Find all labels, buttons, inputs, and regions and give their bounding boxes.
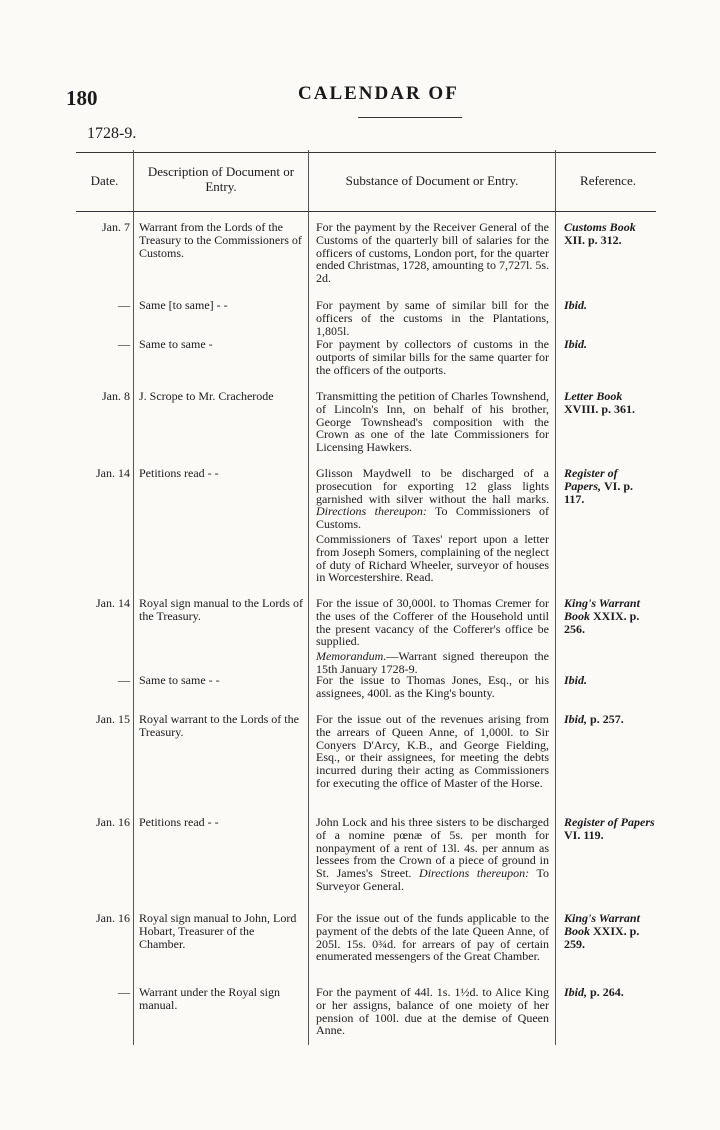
entry-substance xyxy=(316,816,549,893)
entry-date: — xyxy=(118,985,130,999)
entry-date: Jan. 16 xyxy=(96,815,130,829)
reference-title: Register of Papers xyxy=(564,815,655,829)
reference-title: Ibid. xyxy=(564,298,588,312)
memorandum-label: Memorandum. xyxy=(316,649,387,664)
header-substance: Substance of Document or Entry. xyxy=(345,173,519,188)
table-header-rule xyxy=(76,211,656,212)
memorandum-text: —Warrant signed thereupon the 15th January 1728-9. xyxy=(316,649,549,676)
reference-title: King's Warrant Book xyxy=(564,596,640,623)
entry-description: Same to same - - xyxy=(139,673,220,687)
substance-text: John Lock and his three sisters to be discharged of a nomine pœnæ of 5s. per month for nonpayment of a rent of 13l. 4s. per annum as lessees from the Crown of a piece of ground in St. James's Street. xyxy=(316,815,549,881)
reference-title: Ibid, xyxy=(564,712,588,726)
substance-tail: To Commissioners of Customs. xyxy=(316,504,549,532)
entry-reference xyxy=(564,674,655,687)
entry-description: Same [to same] - - xyxy=(139,298,228,312)
reference-page: p. 257. xyxy=(590,712,624,726)
entry-reference xyxy=(564,986,655,999)
reference-page: VI. p. 117. xyxy=(564,478,634,506)
entry-substance: For payment by same of similar bill for the officers of the customs in the Plantations, 1,805l. xyxy=(316,298,549,338)
entry-substance: For the issue out of the funds applicable to the payment of the debts of the late Queen Anne, of 205l. 15s. 0¾d. for arrears of pay of certain enumerated messengers of the Great Chamber. xyxy=(316,911,549,964)
entry-reference xyxy=(564,467,655,505)
substance-second-item: Commissioners of Taxes' report upon a letter from Joseph Somers, complaining of the neglect of duty of Richard Wheeler, surveyor of houses in Worcestershire. Read. xyxy=(316,531,549,585)
reference-page: XVIII. p. 361. xyxy=(564,401,636,416)
column-divider xyxy=(555,150,556,1045)
entry-reference xyxy=(564,338,655,351)
substance-text: For the issue of 30,000l. to Thomas Cremer for the uses of the Cofferer of the Household until the present vacancy of the Cofferer's office be supplied. xyxy=(316,596,549,649)
reference-title: Ibid. xyxy=(564,337,588,351)
entry-date: Jan. 7 xyxy=(102,220,130,234)
entry-date: Jan. 14 xyxy=(96,466,130,480)
year-label: 1728-9. xyxy=(87,125,137,142)
running-head: CALENDAR OF xyxy=(298,83,459,104)
page-number: 180 xyxy=(66,86,98,110)
entry-date: — xyxy=(118,337,130,351)
entry-reference xyxy=(564,390,655,416)
reference-title: Ibid, xyxy=(564,985,588,999)
entry-substance xyxy=(316,597,549,676)
entry-reference xyxy=(564,597,655,635)
substance-directions: Directions thereupon: xyxy=(316,504,427,519)
entry-date: Jan. 14 xyxy=(96,596,130,610)
reference-page: VI. 119. xyxy=(564,827,604,842)
reference-page: XXIX. p. 259. xyxy=(564,923,640,951)
entry-description: Same to same - xyxy=(139,337,213,351)
entry-description: Warrant from the Lords of the Treasury to the Commissioners of Customs. xyxy=(139,220,302,260)
entry-date: — xyxy=(118,673,130,687)
entry-date: Jan. 8 xyxy=(102,389,130,403)
substance-text: Glisson Maydwell to be discharged of a prosecution for exporting 12 glass lights garnished with silver without the hall marks. xyxy=(316,466,549,506)
entry-substance: For payment by collectors of customs in the outports of similar bills for the same quarter for the officers of the outports. xyxy=(316,337,549,377)
header-description: Description of Document or Entry. xyxy=(147,164,295,194)
header-date: Date. xyxy=(90,173,119,188)
substance-directions: Directions thereupon: xyxy=(419,866,530,881)
entry-substance: Transmitting the petition of Charles Townshend, of Lincoln's Inn, on behalf of his brother, George Townshead's composition with the Crown as one of the late Commissioners for Licensing Hawkers. xyxy=(316,389,549,455)
entry-reference xyxy=(564,912,655,950)
entry-substance: For the issue to Thomas Jones, Esq., or his assignees, 400l. as the King's bounty. xyxy=(316,673,549,700)
entry-description: Royal sign manual to the Lords of the Treasury. xyxy=(139,596,303,623)
entry-date: — xyxy=(118,298,130,312)
entry-reference xyxy=(564,299,655,312)
entry-description: Royal warrant to the Lords of the Treasury. xyxy=(139,712,299,739)
entry-description: Petitions read - - xyxy=(139,466,219,480)
entry-description: Royal sign manual to John, Lord Hobart, Treasurer of the Chamber. xyxy=(139,911,297,951)
substance-tail: To Surveyor General. xyxy=(316,866,549,893)
entry-reference xyxy=(564,816,655,842)
entry-description: Warrant under the Royal sign manual. xyxy=(139,985,280,1012)
table-top-rule xyxy=(76,152,656,153)
entry-reference xyxy=(564,221,655,247)
reference-page: XXIX. p. 256. xyxy=(564,608,640,636)
header-reference: Reference. xyxy=(580,173,636,188)
entry-substance: For the payment by the Receiver General of the Customs of the quarterly bill of salaries for the officers of customs, London port, for the quarter ended Christmas, 1728, amounting to 7,727l. 5s. 2d. xyxy=(316,220,549,286)
reference-page: XII. p. 312. xyxy=(564,232,622,247)
entry-substance: For the payment of 44l. 1s. 1½d. to Alice King or her assigns, balance of one moiety of her pension of 100l. due at the demise of Queen Anne. xyxy=(316,985,549,1038)
entry-date: Jan. 16 xyxy=(96,911,130,925)
entry-description: Petitions read - - xyxy=(139,815,219,829)
entry-reference xyxy=(564,713,655,726)
reference-title: Ibid. xyxy=(564,673,588,687)
entry-substance xyxy=(316,467,549,584)
entry-substance: For the issue out of the revenues arising from the arrears of Queen Anne, of 1,000l. to Sir Conyers D'Arcy, K.B., and George Fielding, Esq., or their assignees, for meeting the debts incurred during their acting as Commissioners for executing the office of Master of the Horse. xyxy=(316,712,549,790)
column-divider xyxy=(133,150,134,1045)
reference-title: Customs Book xyxy=(564,220,636,234)
head-rule xyxy=(358,117,462,118)
reference-title: King's Warrant Book xyxy=(564,911,640,938)
reference-page: p. 264. xyxy=(590,985,624,999)
column-divider xyxy=(308,150,309,1045)
reference-title: Register of Papers, xyxy=(564,466,618,493)
entry-description: J. Scrope to Mr. Cracherode xyxy=(139,389,274,403)
entry-date: Jan. 15 xyxy=(96,712,130,726)
reference-title: Letter Book xyxy=(564,389,623,403)
